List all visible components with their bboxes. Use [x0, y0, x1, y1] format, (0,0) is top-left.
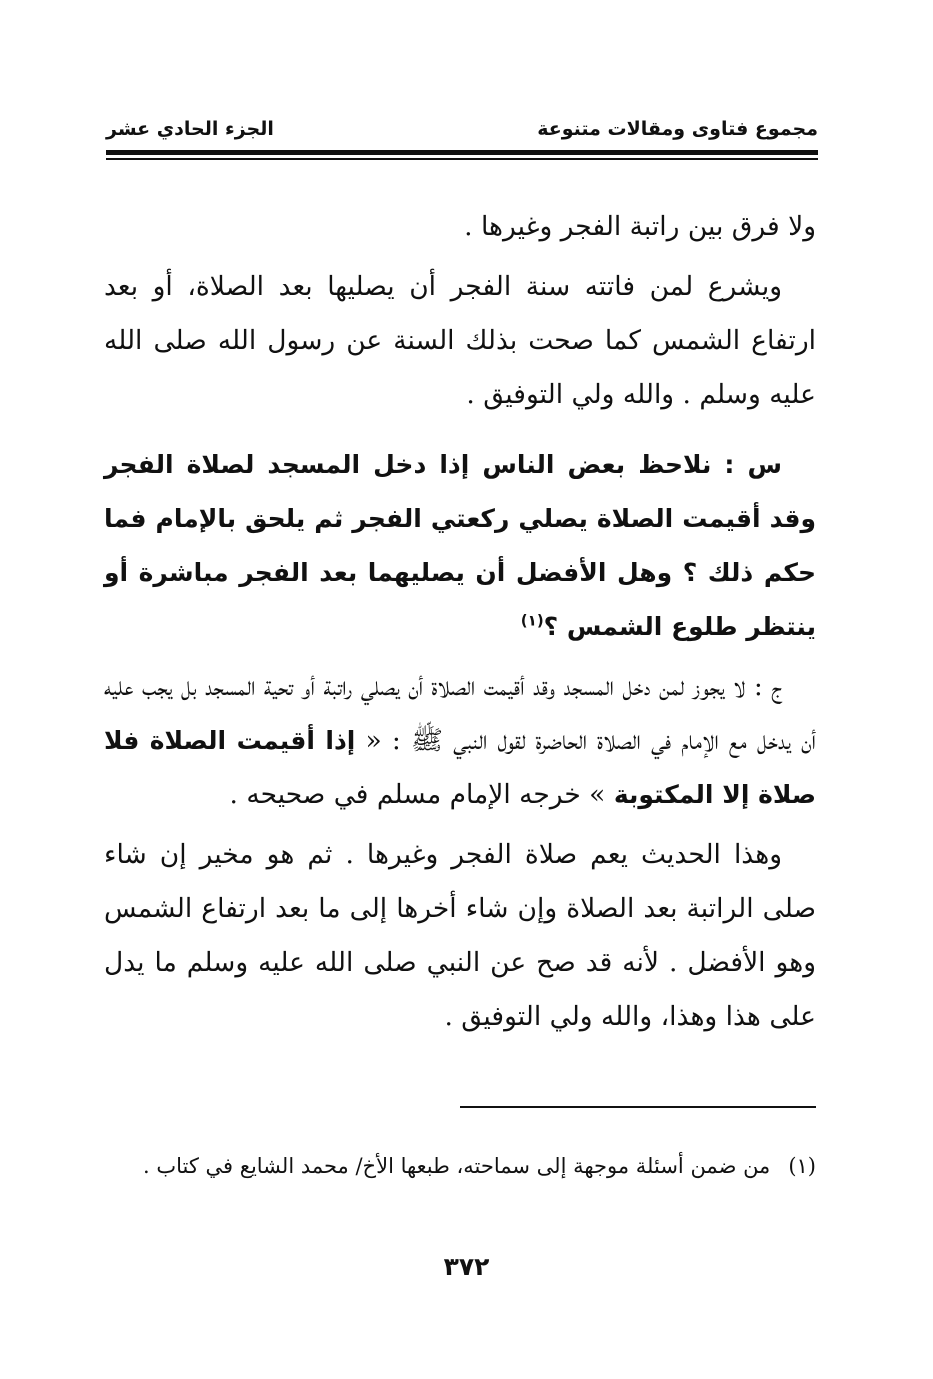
question-text: س : نلاحظ بعض الناس إذا دخل المسجد لصلاة الفجر وقد أقيمت الصلاة يصلي ركعتي الفجر ثم يلحق بالإمام فما حكم ذلك ؟ وهل الأفضل أن يصليهما بعد الفجر مباشرة أو ينتظر طلوع الشمس ؟	[104, 450, 816, 641]
page-number: ٣٧٢	[443, 1252, 490, 1281]
footnote	[104, 1148, 816, 1184]
question-footnote-ref: (١)	[520, 611, 544, 630]
paragraph-makeup-prayer: ويشرع لمن فاتته سنة الفجر أن يصليها بعد الصلاة، أو بعد ارتفاع الشمس كما صحت بذلك السنة عن رسول الله صلى الله عليه وسلم . والله ولي التوفيق .	[104, 271, 816, 410]
answer-text-start: ج : لا يجوز لمن دخل المسجد وقد أقيمت الصلاة أن يصلي راتبة أو تحية المسجد بل يجب عليه أن يدخل مع الإمام في الصلاة الحاضرة لقول النبي ﷺ : «	[104, 671, 816, 756]
footnote-rule	[460, 1106, 816, 1108]
answer-paragraph	[104, 660, 816, 822]
question-paragraph	[104, 438, 816, 654]
hadith-quote: إذا أقيمت الصلاة فلا صلاة إلا المكتوبة	[104, 726, 816, 809]
volume-label: الجزء الحادي عشر	[106, 118, 274, 140]
header-rule-thin	[106, 158, 818, 160]
header-rule-thick	[106, 150, 818, 155]
answer-text-end: » خرجه الإمام مسلم في صحيحه .	[229, 779, 606, 810]
footnote-text: من ضمن أسئلة موجهة إلى سماحته، طبعها الأخ/ محمد الشايع في كتاب .	[143, 1154, 771, 1178]
footnote-marker: (١)	[788, 1154, 816, 1178]
collection-title: مجموع فتاوى ومقالات متنوعة	[537, 118, 818, 140]
paragraph-conclusion: وهذا الحديث يعم صلاة الفجر وغيرها . ثم هو مخير إن شاء صلى الراتبة بعد الصلاة وإن شاء أخرها إلى ما بعد ارتفاع الشمس وهو الأفضل . لأنه قد صح عن النبي صلى الله عليه وسلم ما يدل على هذا وهذا، والله ولي التوفيق .	[104, 839, 816, 1032]
paragraph-no-difference: ولا فرق بين راتبة الفجر وغيرها .	[464, 211, 816, 242]
body-text	[104, 200, 816, 1050]
running-header	[106, 112, 818, 148]
